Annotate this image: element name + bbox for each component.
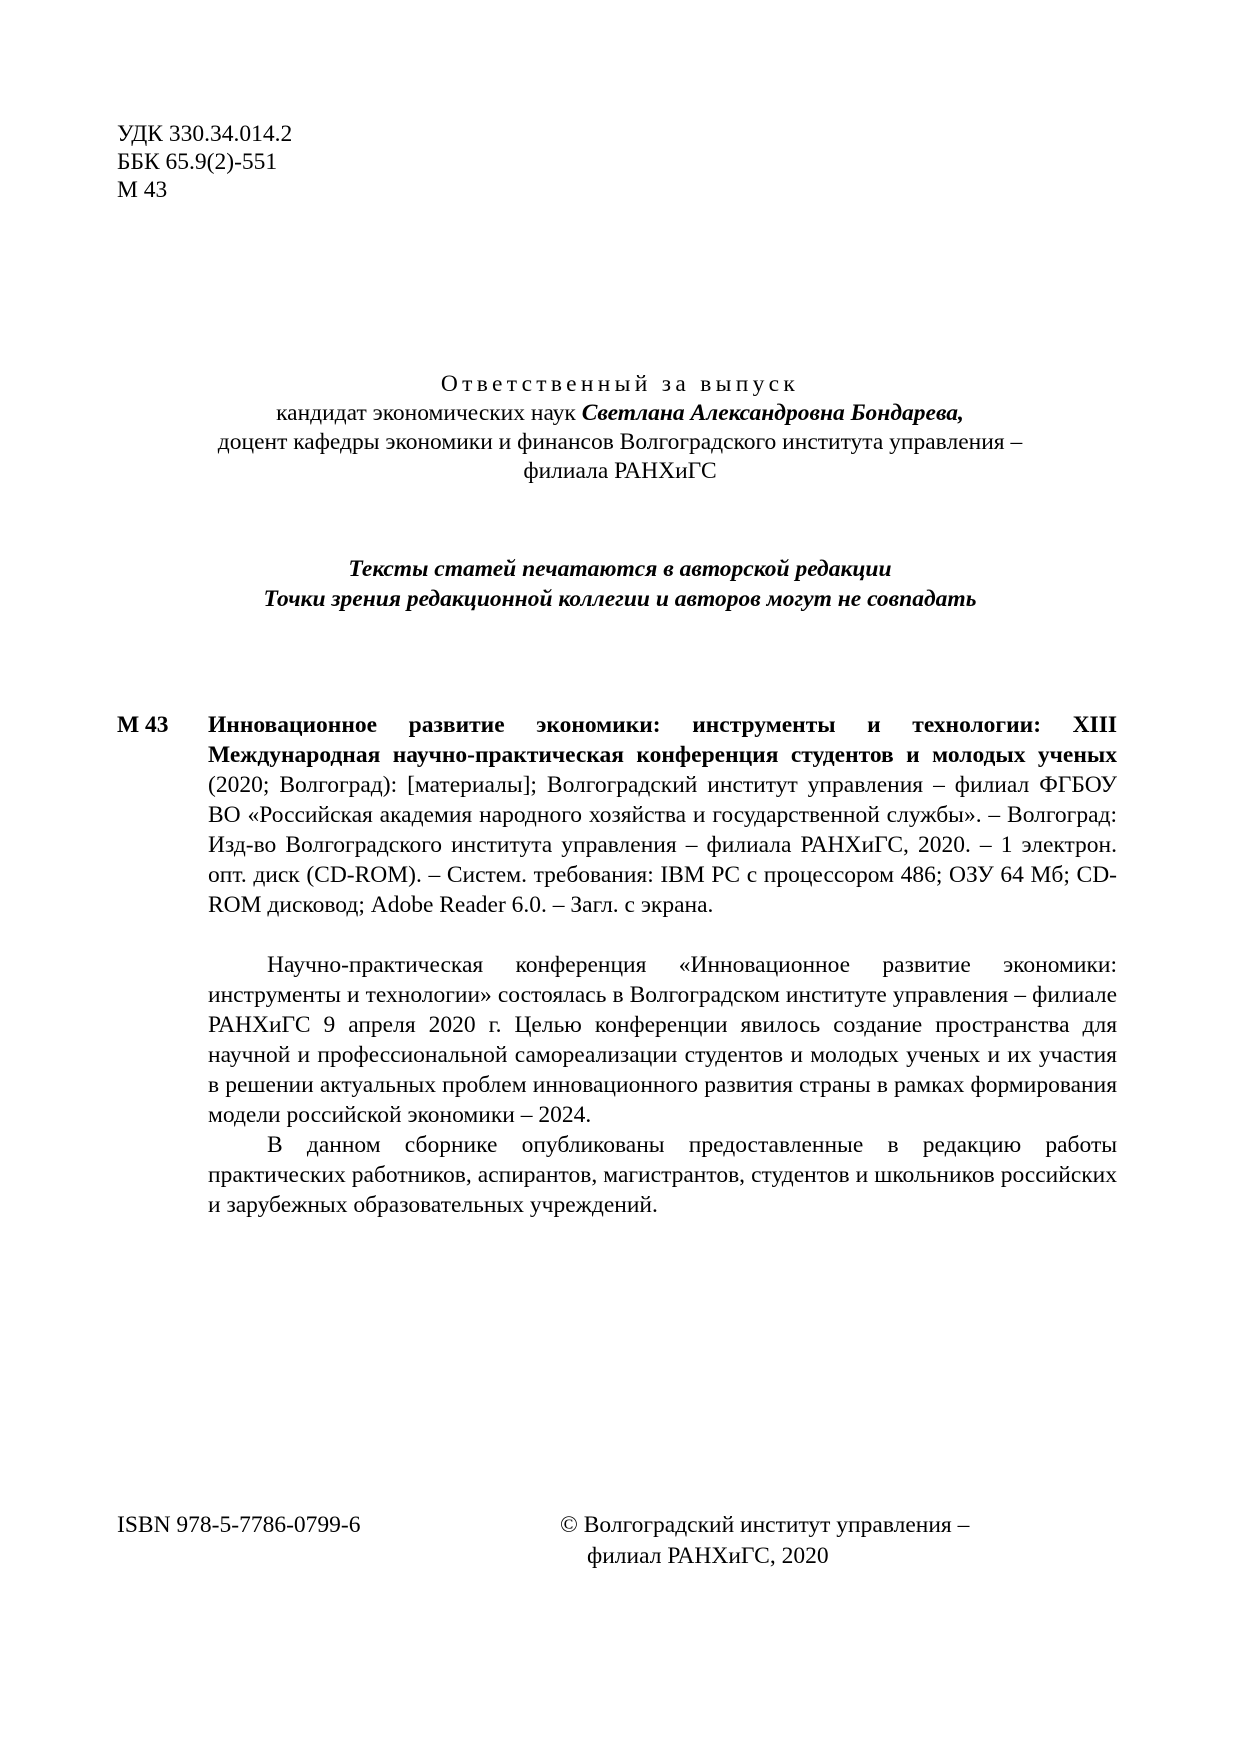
notice-line-1: Тексты статей печатаются в авторской редакции	[348, 556, 892, 582]
editorial-notice	[140, 554, 1100, 614]
copyright-block	[560, 1510, 969, 1572]
udk-code: УДК 330.34.014.2	[117, 121, 293, 147]
responsible-editor-block	[140, 370, 1100, 486]
bibliographic-entry	[117, 710, 1117, 1220]
responsible-position: доцент кафедры экономики и финансов Волгоградского института управления –	[217, 429, 1023, 455]
bbk-code: ББК 65.9(2)-551	[117, 149, 278, 175]
author-mark: М 43	[117, 177, 168, 203]
responsible-heading: Ответственный за выпуск	[440, 371, 800, 397]
entry-body	[208, 710, 1117, 920]
abstract-paragraph-2: В данном сборнике опубликованы предоставленные в редакцию работы практических работников, аспирантов, магистрантов, студентов и школьников российских и зарубежных образовательных учреждений.	[208, 1132, 1117, 1218]
entry-title: Инновационное развитие экономики: инструменты и технологии: XIII Международная научно-практическая конференция студентов и молодых ученых	[208, 712, 1117, 768]
abstract	[208, 950, 1117, 1220]
responsible-degree: кандидат экономических наук	[276, 400, 576, 426]
responsible-degree-line	[140, 399, 1100, 428]
isbn: ISBN 978-5-7786-0799-6	[117, 1512, 361, 1538]
entry-description: (2020; Волгоград): [материалы]; Волгоградский институт управления – филиал ФГБОУ ВО «Российская академия народного хозяйства и государственной службы». – Волгоград: Изд-во Волгоградского института управления – филиала РАНХиГС, 2020. – 1 электрон. опт. диск (CD-ROM). – Систем. требования: IBM PC с процессором 486; ОЗУ 64 Мб; CD-ROM дисковод; Adobe Reader 6.0. – Загл. с экрана.	[208, 772, 1117, 918]
abstract-paragraph-1: Научно-практическая конференция «Инновационное развитие экономики: инструменты и технологии» состоялась в Волгоградском институте управления – филиале РАНХиГС 9 апреля 2020 г. Целью конференции явилось создание пространства для научной и профессиональной самореализации студентов и молодых ученых и их участия в решении актуальных проблем инновационного развития страны в рамках формирования модели российской экономики – 2024.	[208, 952, 1117, 1128]
responsible-affiliation: филиала РАНХиГС	[523, 458, 717, 484]
notice-line-2: Точки зрения редакционной коллегии и авторов могут не совпадать	[263, 586, 977, 612]
entry-code: М 43	[117, 712, 169, 738]
classification-codes	[117, 120, 292, 204]
responsible-name: Светлана Александровна Бондарева,	[581, 400, 964, 426]
copyright-line-1: © Волгоградский институт управления –	[560, 1512, 970, 1538]
copyright-line-2: филиал РАНХиГС, 2020	[587, 1543, 829, 1569]
